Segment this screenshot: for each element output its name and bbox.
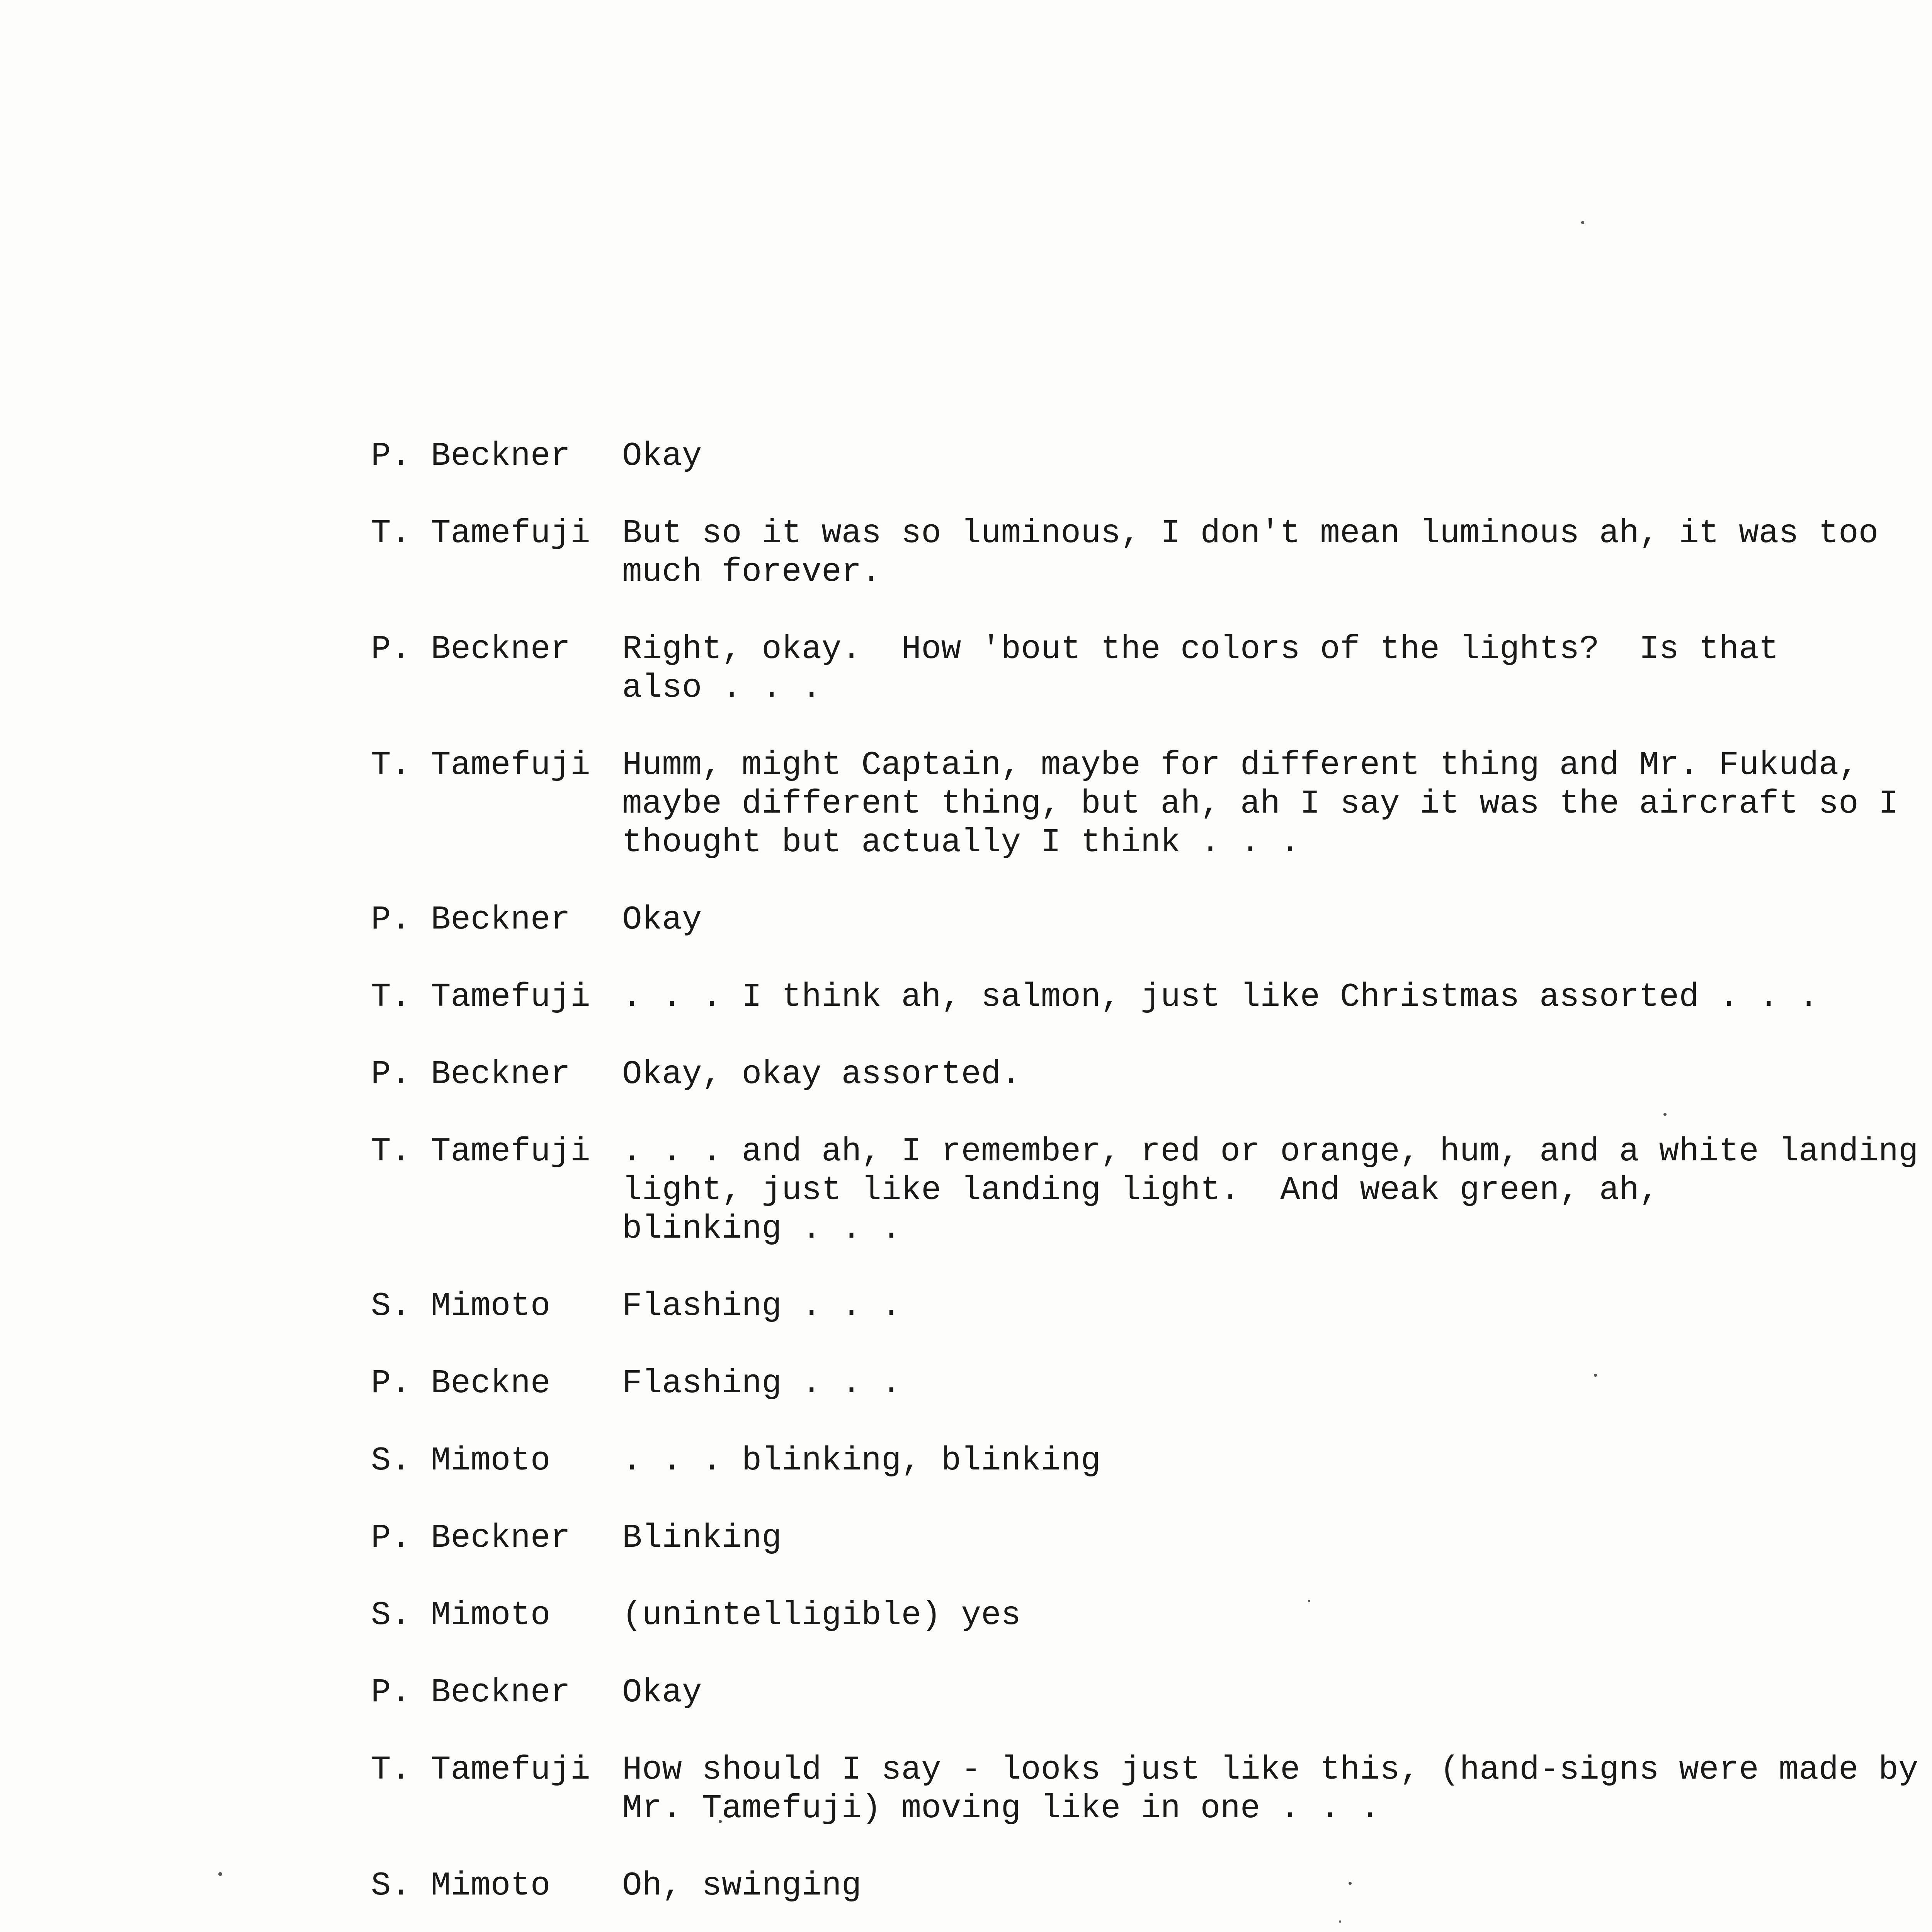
speaker-name: P. Beckner — [371, 1673, 571, 1711]
speaker-name: S. Mimoto — [371, 1596, 551, 1634]
transcript-entry — [371, 746, 1932, 862]
transcript-entry — [371, 978, 1932, 1016]
utterance-text: Blinking — [622, 1519, 782, 1557]
utterance-text: Okay — [622, 437, 702, 475]
utterance-text: Right, okay. How 'bout the colors of the lights? Is that also . . . — [622, 630, 1779, 707]
transcript-entry — [371, 1750, 1932, 1828]
transcript — [371, 437, 1932, 1932]
transcript-entry — [371, 1287, 1932, 1325]
speaker-name: P. Beckner — [371, 1055, 571, 1093]
transcript-entry — [371, 1132, 1932, 1248]
utterance-text: . . . blinking, blinking — [622, 1442, 1101, 1480]
transcript-entry — [371, 900, 1932, 939]
transcript-entry — [371, 1364, 1932, 1403]
speaker-name: S. Mimoto — [371, 1287, 551, 1325]
utterance-text: Humm, might Captain, maybe for different thing and Mr. Fukuda, maybe different thing, but ah, ah I say it was the aircraft so I thought but actually I think . . . — [622, 746, 1898, 861]
speaker-name: T. Tamefuji — [371, 1751, 590, 1789]
utterance-text: Okay — [622, 1673, 702, 1711]
speaker-name: P. Beckner — [371, 630, 571, 668]
transcript-entry — [371, 1441, 1932, 1480]
transcript-entry — [371, 1673, 1932, 1712]
utterance-text: Flashing . . . — [622, 1287, 901, 1325]
utterance-text: Okay, okay assorted. — [622, 1055, 1021, 1093]
transcript-entry — [371, 1866, 1932, 1905]
speaker-name: P. Beckner — [371, 437, 571, 475]
utterance-text: Oh, swinging — [622, 1867, 862, 1905]
speaker-name: S. Mimoto — [371, 1442, 551, 1480]
speaker-name: P. Beckner — [371, 901, 571, 939]
speaker-name: T. Tamefuji — [371, 746, 590, 784]
speaker-name: P. Beckne — [371, 1364, 551, 1402]
speaker-name: T. Tamefuji — [371, 514, 590, 552]
transcript-entry — [371, 630, 1932, 707]
speaker-name: T. Tamefuji — [371, 1133, 590, 1170]
transcript-entry — [371, 514, 1932, 591]
transcript-entry — [371, 1055, 1932, 1094]
utterance-text: How should I say - looks just like this, (hand-signs were made by Mr. Tamefuji) moving like in one . . . — [622, 1751, 1918, 1827]
utterance-text: (unintelligible) yes — [622, 1596, 1021, 1634]
speaker-name: T. Tamefuji — [371, 978, 590, 1016]
transcript-entry — [371, 437, 1932, 475]
transcript-entry — [371, 1519, 1932, 1557]
utterance-text: . . . and ah, I remember, red or orange, hum, and a white landing light, just like landing light. And weak green, ah, blinking . . . — [622, 1133, 1918, 1248]
utterance-text: But so it was so luminous, I don't mean luminous ah, it was too much forever. — [622, 514, 1879, 591]
dust-speck — [1581, 221, 1584, 224]
speaker-name: P. Beckner — [371, 1519, 571, 1557]
utterance-text: Okay — [622, 901, 702, 939]
utterance-text: . . . I think ah, salmon, just like Christmas assorted . . . — [622, 978, 1819, 1016]
dust-speck — [218, 1872, 222, 1876]
transcript-entry — [371, 1596, 1932, 1634]
speaker-name: S. Mimoto — [371, 1867, 551, 1905]
utterance-text: Flashing . . . — [622, 1364, 901, 1402]
